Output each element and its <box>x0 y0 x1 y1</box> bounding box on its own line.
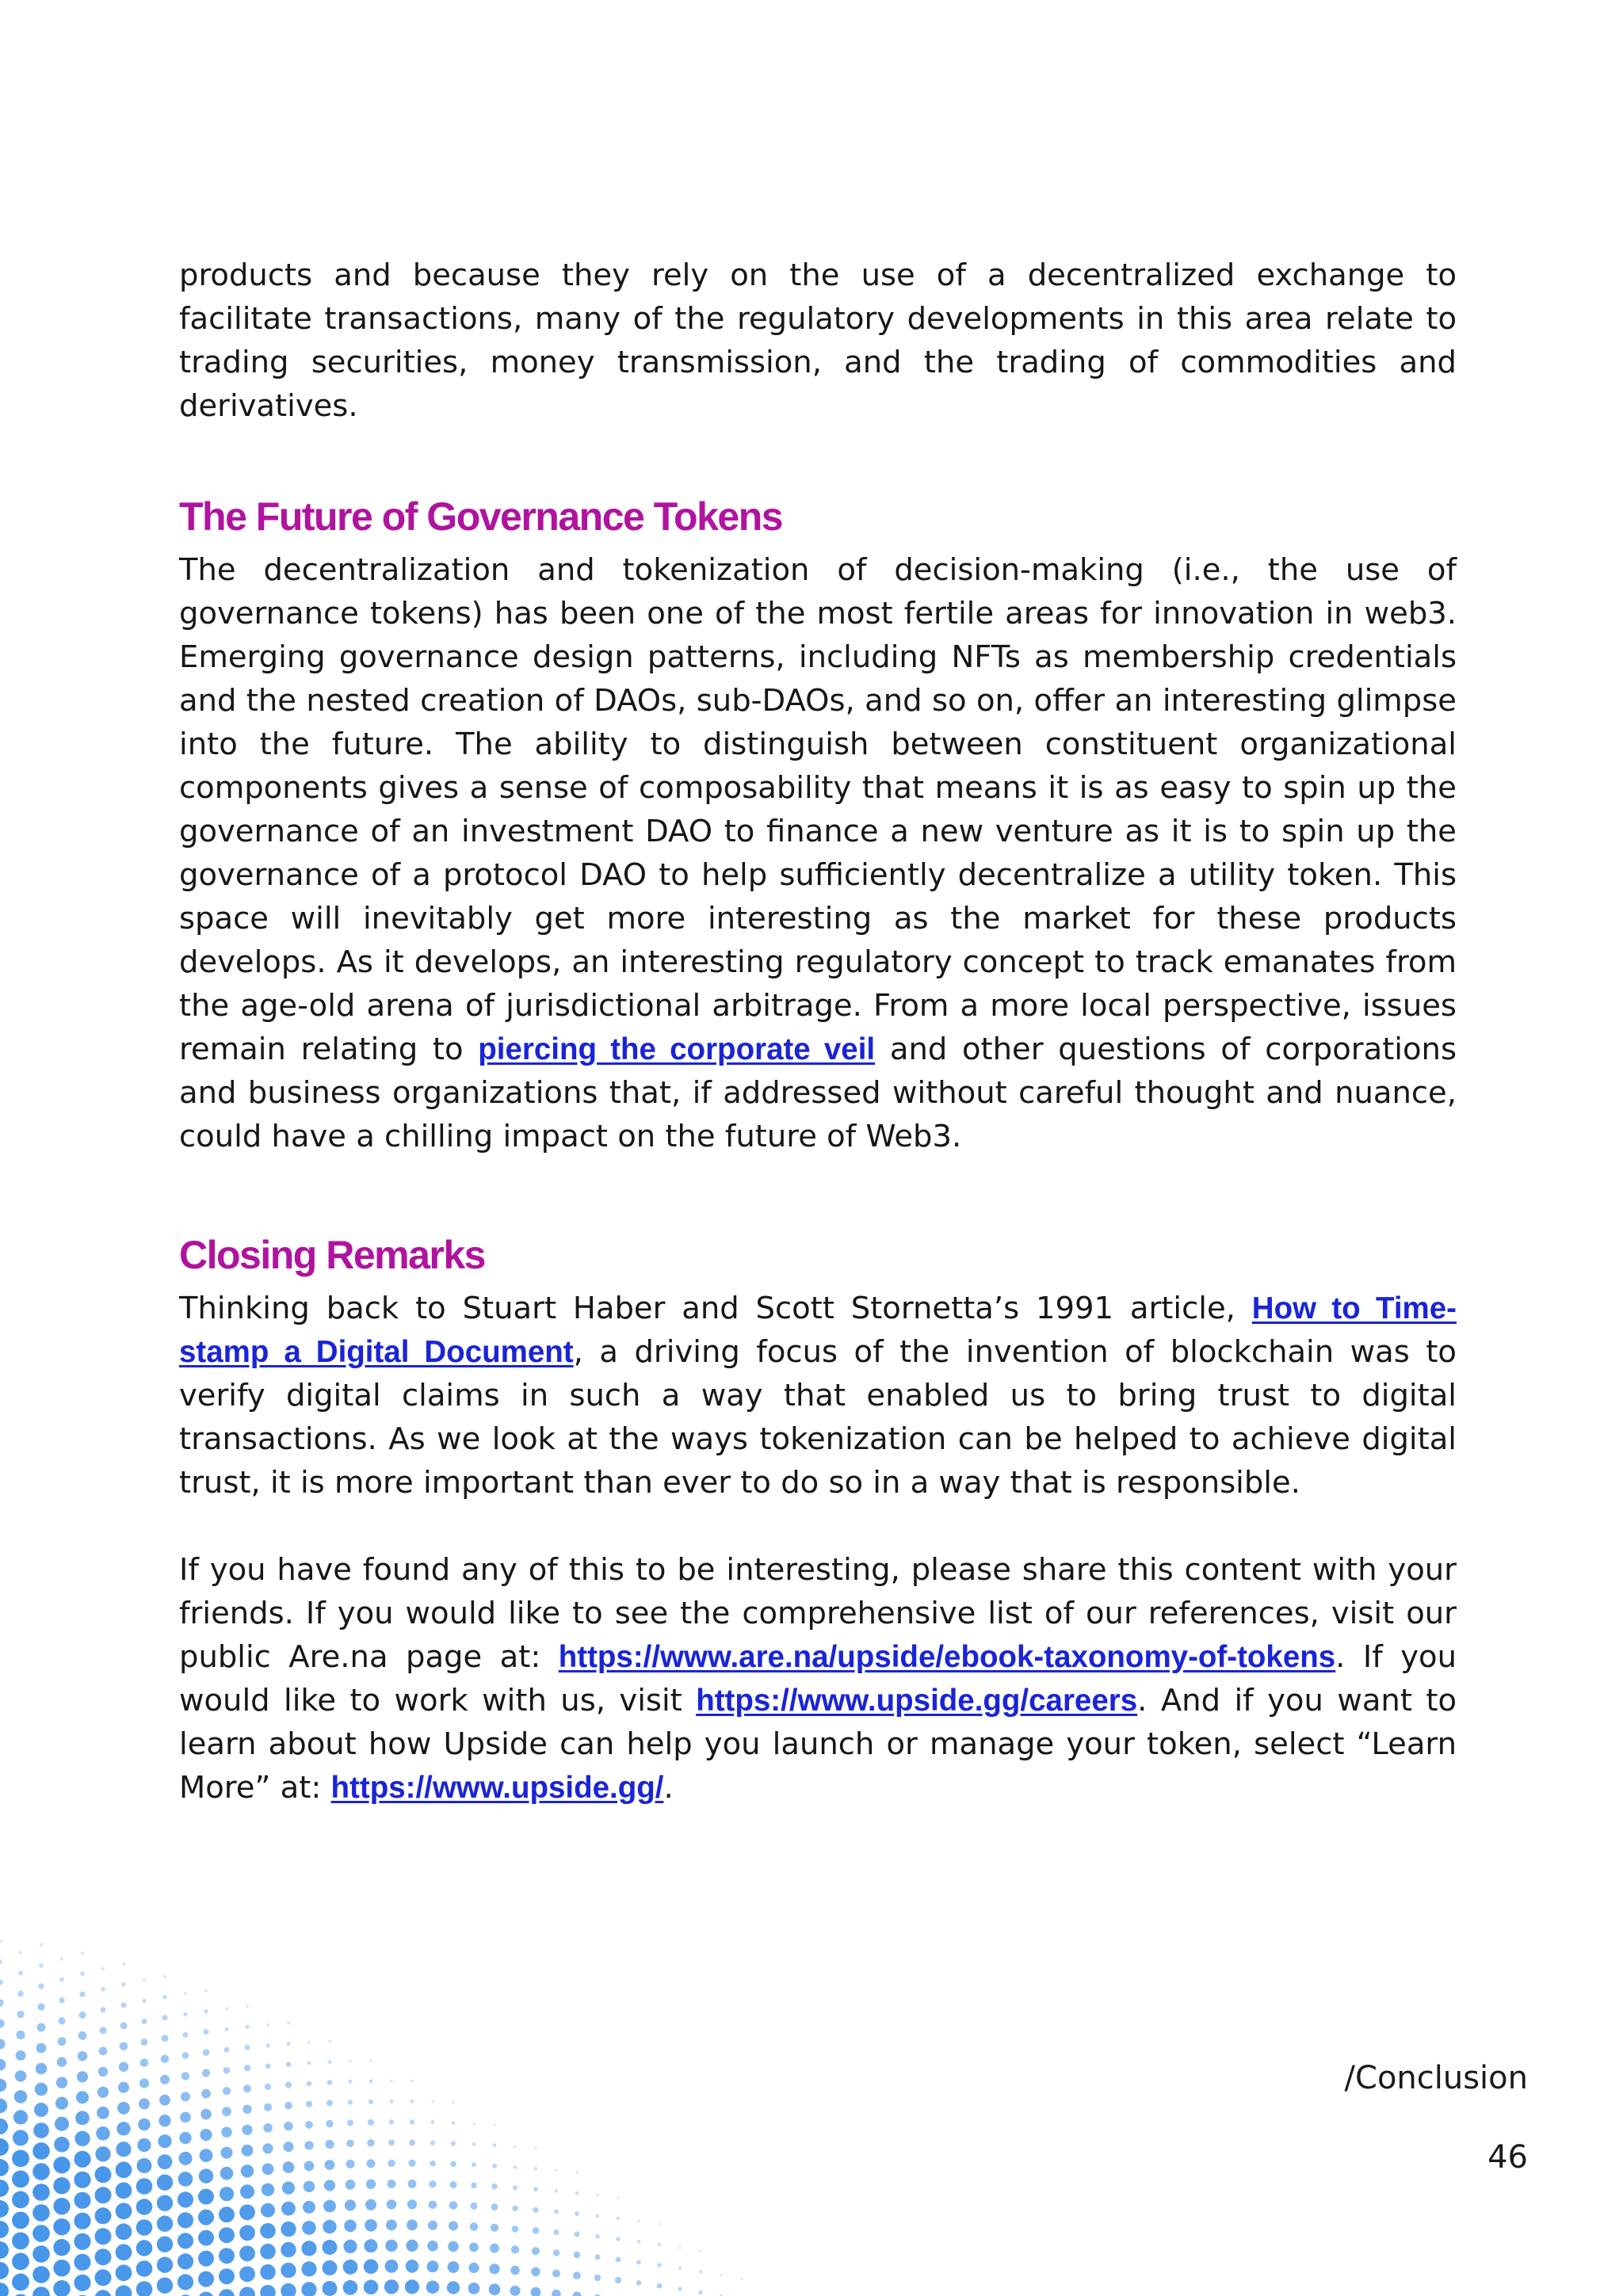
closing-text-2b: . If you would like to work with us, visit <box>179 1639 1457 1718</box>
upside-home-link[interactable]: https://www.upside.gg/ <box>330 1771 664 1805</box>
footer-section-label: /Conclusion <box>1344 2060 1528 2096</box>
heading-future-governance-tokens: The Future of Governance Tokens <box>179 494 783 539</box>
closing-paragraph-2 <box>179 1548 1457 1810</box>
future-text-2: and other questions of corporations and business organizations that, if addressed without careful thought and nuance, could have a chilling impact on the future of Web3. <box>179 1032 1457 1154</box>
arena-link[interactable]: https://www.are.na/upside/ebook-taxonomy-of-tokens <box>558 1640 1336 1674</box>
intro-paragraph: products and because they rely on the use of a decentralized exchange to facilitate transactions, many of the regulatory developments in this area relate to trading securities, money transmission, and the trading of commodities and derivatives. <box>179 257 1457 424</box>
future-paragraph <box>179 548 1457 1158</box>
heading-closing-remarks: Closing Remarks <box>179 1233 485 1277</box>
closing-text-2a: If you have found any of this to be interesting, please share this content with your friends. If you would like to see the comprehensive list of our references, visit our public Are.na page at: <box>179 1552 1457 1675</box>
page-content <box>179 254 1457 1810</box>
closing-text-1a: Thinking back to Stuart Haber and Scott Stornetta’s 1991 article, <box>179 1291 1252 1326</box>
page-number: 46 <box>1487 2139 1528 2176</box>
future-text-1: The decentralization and tokenization of decision-making (i.e., the use of governance tokens) has been one of the most fertile areas for innovation in web3. Emerging governance design patterns, including NFTs as membership credentials and the nested creation of DAOs, sub-DAOs, and so on, offer an interesting glimpse into the future. The ability to distinguish between constituent organizational components gives a sense of composability that means it is as easy to spin up the governance of an investment DAO to finance a new venture as it is to spin up the governance of a protocol DAO to help sufficiently decentralize a utility token. This space will inevitably get more interesting as the market for these products develops. As it develops, an interesting regulatory concept to track emanates from the age-old arena of jurisdictional arbitrage. From a more local perspective, issues remain relating to <box>179 552 1457 1067</box>
closing-text-2c: . And if you want to learn about how Upside can help you launch or manage your token, select “Learn More” at: <box>179 1683 1457 1806</box>
closing-text-2d: . <box>663 1770 674 1806</box>
closing-paragraph-1 <box>179 1287 1457 1505</box>
closing-text-1b: , a driving focus of the invention of blockchain was to verify digital claims in such a way that enabled us to bring trust to digital transactions. As we look at the ways tokenization can be helped to achieve digital trust, it is more important than ever to do so in a way that is responsible. <box>179 1334 1457 1501</box>
careers-link[interactable]: https://www.upside.gg/careers <box>696 1684 1138 1718</box>
piercing-corporate-veil-link[interactable]: piercing the corporate veil <box>478 1032 876 1066</box>
timestamp-article-link[interactable]: How to Time-stamp a Digital Document <box>179 1291 1457 1369</box>
